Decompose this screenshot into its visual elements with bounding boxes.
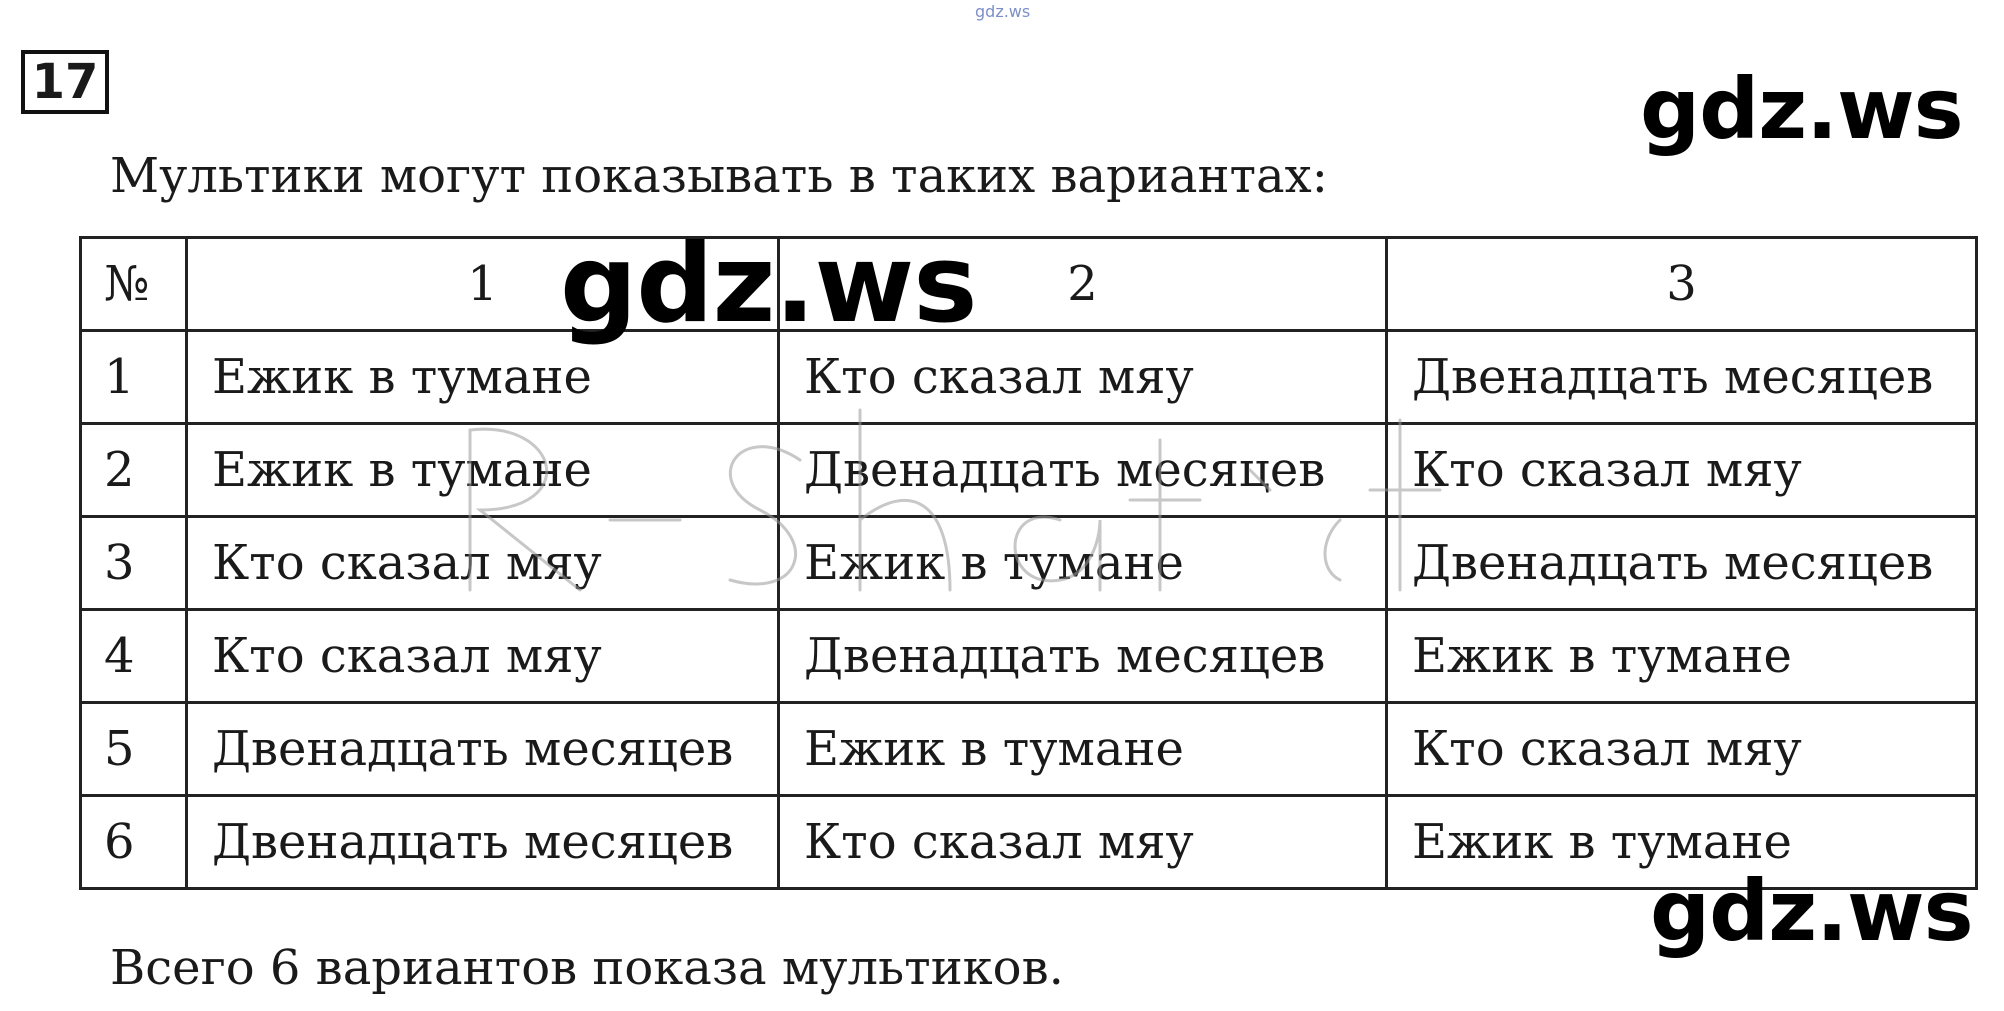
table-cell: Ежик в тумане bbox=[187, 331, 779, 424]
table-cell: Двенадцать месяцев bbox=[779, 424, 1387, 517]
row-number-cell: 1 bbox=[81, 331, 187, 424]
table-cell: Кто сказал мяу bbox=[187, 517, 779, 610]
header-cell-slot-2: 2 bbox=[779, 238, 1387, 331]
table-cell: Двенадцать месяцев bbox=[1387, 517, 1977, 610]
header-cell-slot-3: 3 bbox=[1387, 238, 1977, 331]
table-cell: Двенадцать месяцев bbox=[779, 610, 1387, 703]
table-row bbox=[81, 610, 1977, 703]
table-cell: Кто сказал мяу bbox=[1387, 424, 1977, 517]
table-cell: Кто сказал мяу bbox=[779, 331, 1387, 424]
row-number-cell: 6 bbox=[81, 796, 187, 889]
table-cell: Двенадцать месяцев bbox=[187, 796, 779, 889]
header-cell-number: № bbox=[81, 238, 187, 331]
table-cell: Двенадцать месяцев bbox=[187, 703, 779, 796]
watermark-small-top: gdz.ws bbox=[975, 2, 1031, 21]
table-cell: Кто сказал мяу bbox=[187, 610, 779, 703]
table-cell: Ежик в тумане bbox=[187, 424, 779, 517]
row-number-cell: 4 bbox=[81, 610, 187, 703]
table-cell: Кто сказал мяу bbox=[1387, 703, 1977, 796]
table-row bbox=[81, 424, 1977, 517]
row-number-cell: 2 bbox=[81, 424, 187, 517]
table-cell: Двенадцать месяцев bbox=[1387, 331, 1977, 424]
row-number-cell: 3 bbox=[81, 517, 187, 610]
task-summary-text: Всего 6 вариантов показа мультиков. bbox=[110, 940, 1064, 996]
task-intro-text: Мультики могут показывать в таких вариантах: bbox=[110, 148, 1328, 204]
table-row bbox=[81, 703, 1977, 796]
header-cell-slot-1: 1 bbox=[187, 238, 779, 331]
table-cell: Ежик в тумане bbox=[1387, 796, 1977, 889]
watermark-logo-top-right: gdz.ws bbox=[1640, 60, 1963, 158]
table-row bbox=[81, 517, 1977, 610]
watermark-logo-over-table: gdz.ws bbox=[560, 222, 977, 347]
task-number-badge: 17 bbox=[21, 50, 109, 114]
variants-table bbox=[79, 236, 1978, 890]
table-cell: Кто сказал мяу bbox=[779, 796, 1387, 889]
table-header-row bbox=[81, 238, 1977, 331]
table-row bbox=[81, 331, 1977, 424]
table-cell: Ежик в тумане bbox=[779, 703, 1387, 796]
table-cell: Ежик в тумане bbox=[1387, 610, 1977, 703]
table-cell: Ежик в тумане bbox=[779, 517, 1387, 610]
row-number-cell: 5 bbox=[81, 703, 187, 796]
watermark-logo-bottom-right: gdz.ws bbox=[1650, 862, 1973, 960]
